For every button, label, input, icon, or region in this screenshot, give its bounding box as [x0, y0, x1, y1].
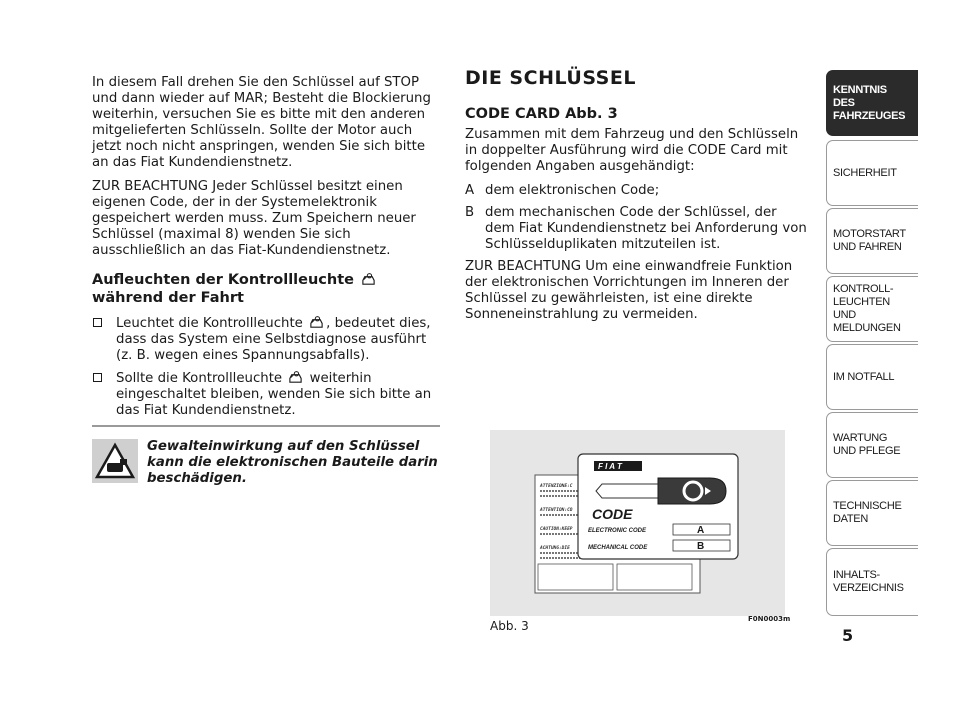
immobilizer-warning-icon [288, 370, 303, 385]
figure-code: F0N0003m [748, 615, 791, 623]
card-title: CODE [592, 506, 633, 522]
electronic-code-label: ELECTRONIC CODE [588, 528, 647, 534]
section-subtitle: CODE CARD Abb. 3 [465, 106, 618, 122]
warning-box [92, 425, 440, 487]
note-paragraph: ZUR BEACHTUNG Jeder Schlüssel besitzt einen eigenen Code, der in der Systemelektronik gespeichert werden muss. Zum Speichern neuer Schlüssel (maximal 8) wenden Sie sich ausschließlich an das Fiat-Kundendienstnetz. [92, 179, 416, 258]
tab-sicherheit[interactable] [826, 140, 918, 206]
tab-motorstart[interactable] [826, 208, 918, 274]
mechanical-code-value: B [697, 541, 705, 552]
bullet1-text-b: , bedeutet dies, dass das System eine Selbstdiagnose ausführt (z. B. wegen eines Spannungsabfalls). [116, 316, 431, 363]
svg-text:F I A T: F I A T [598, 462, 622, 471]
bullet-item [92, 315, 444, 364]
bullet-item [92, 370, 444, 419]
back-line: CAUTION:KEEP [540, 527, 573, 532]
tab-label: MOTORSTART UND FAHREN [833, 228, 906, 253]
tab-label: KENNTNIS DES FAHRZEUGES [833, 83, 906, 122]
immobilizer-warning-icon [361, 272, 376, 287]
code-card-intro: Zusammen mit dem Fahrzeug und den Schlüsseln in doppelter Ausführung wird die CODE Card mit folgenden Angaben ausgehändigt: [465, 127, 799, 174]
tab-wartung[interactable] [826, 412, 918, 478]
checkbox-bullet-icon [93, 318, 102, 327]
code-card-figure [490, 430, 785, 616]
tab-label: WARTUNG UND PFLEGE [833, 432, 901, 457]
section-heading [92, 271, 444, 307]
tab-inhaltsverzeichnis[interactable] [826, 548, 918, 616]
back-line: ACHTUNG:DIE [540, 546, 570, 551]
list-item-letter: A [465, 183, 475, 198]
tab-kenntnis[interactable] [826, 70, 918, 136]
back-line: ATTENZIONE:C [540, 484, 573, 489]
electronic-code-value: A [697, 525, 705, 536]
page-number: 5 [842, 626, 854, 645]
page-title: DIE SCHLÜSSEL [465, 67, 636, 89]
mechanical-code-label: MECHANICAL CODE [588, 545, 648, 551]
list-item-letter: B [465, 205, 475, 220]
bullet2-text-a: Sollte die Kontrollleuchte [116, 371, 283, 386]
tab-technische-daten[interactable] [826, 480, 918, 546]
bullet2-text-b: weiterhin eingeschaltet bleiben, wenden Sie sich bitte an das Fiat Kundendienstnetz. [116, 371, 432, 418]
code-card-illustration [490, 430, 785, 616]
tab-label: TECHNISCHE DATEN [833, 500, 902, 525]
bullet1-text-a: Leuchtet die Kontrollleuchte [116, 316, 303, 331]
figure-caption: Abb. 3 [490, 619, 529, 633]
right-column [465, 67, 810, 331]
intro-paragraph: In diesem Fall drehen Sie den Schlüssel auf STOP und dann wieder auf MAR; Besteht die Blockierung weiterhin, versuchen Sie es bitte mit den anderen mitgelieferten Schlüsseln. Sollte der Motor auch jetzt noch nicht anspringen, wenden Sie sich bitte an das Fiat Kundendienstnetz. [92, 75, 431, 170]
checkbox-bullet-icon [93, 373, 102, 382]
tab-label: SICHERHEIT [833, 166, 897, 179]
immobilizer-warning-icon [309, 315, 324, 330]
back-line: ATTENTION:CO [540, 508, 573, 513]
right-note: ZUR BEACHTUNG Um eine einwandfreie Funktion der elektronischen Vorrichtungen im Inneren der Schlüssel zu gewährleisten, ist eine direkte Sonneneinstrahlung zu vermeiden. [465, 259, 793, 322]
section-heading-part1: Aufleuchten der Kontrollleuchte [92, 272, 354, 288]
list-item-text: dem elektronischen Code; [485, 183, 660, 198]
tab-label: KONTROLL- LEUCHTEN UND MELDUNGEN [833, 283, 901, 334]
warning-text: Gewalteinwirkung auf den Schlüssel kann die elektronischen Bauteile darin beschädigen. [147, 439, 438, 486]
tab-label: INHALTS- VERZEICHNIS [833, 569, 904, 594]
tab-notfall[interactable] [826, 344, 918, 410]
left-column [92, 75, 444, 425]
list-item [465, 183, 810, 199]
list-item-text: dem mechanischen Code der Schlüssel, der dem Fiat Kundendienstnetz bei Anforderung von Schlüsselduplikaten mitzuteilen ist. [485, 205, 807, 252]
fiat-logo [594, 461, 642, 471]
tab-label: IM NOTFALL [833, 370, 895, 383]
section-heading-part2: während der Fahrt [92, 290, 244, 306]
list-item [465, 205, 810, 253]
warning-icon [92, 439, 138, 483]
tab-kontrollleuchten[interactable] [826, 276, 918, 342]
